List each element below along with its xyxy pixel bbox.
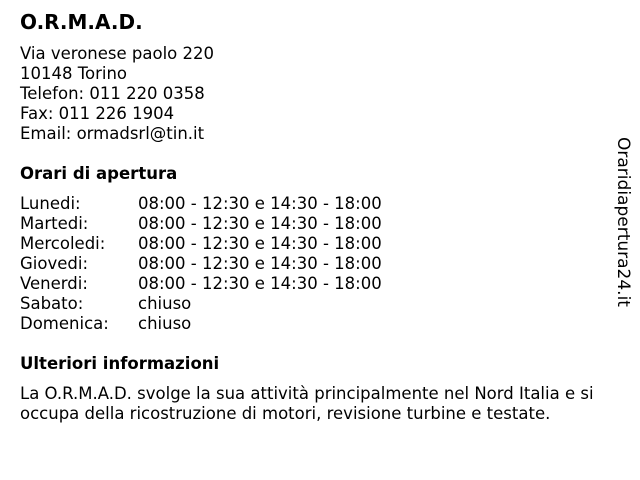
email-address: Email: ormadsrl@tin.it — [20, 124, 205, 143]
day-label: Martedi: — [20, 214, 89, 233]
time-value: 08:00 - 12:30 e 14:30 - 18:00 — [138, 254, 382, 273]
time-value: 08:00 - 12:30 e 14:30 - 18:00 — [138, 234, 382, 253]
time-value: chiuso — [138, 294, 192, 313]
time-value: 08:00 - 12:30 e 14:30 - 18:00 — [138, 274, 382, 293]
time-value: 08:00 - 12:30 e 14:30 - 18:00 — [138, 194, 382, 213]
site-watermark: Oraridiapertura24.it — [613, 137, 633, 307]
address-city: 10148 Torino — [20, 64, 128, 83]
day-label: Mercoledi: — [20, 234, 106, 253]
day-label: Sabato: — [20, 294, 84, 313]
business-name: O.R.M.A.D. — [20, 10, 143, 34]
time-value: 08:00 - 12:30 e 14:30 - 18:00 — [138, 214, 382, 233]
day-label: Giovedi: — [20, 254, 88, 273]
contact-block — [20, 44, 214, 144]
day-label: Lunedi: — [20, 194, 81, 213]
address-street: Via veronese paolo 220 — [20, 44, 214, 63]
business-description: La O.R.M.A.D. svolge la sua attività principalmente nel Nord Italia e si occupa della ricostruzione di motori, revisione turbine e testate. — [20, 384, 594, 423]
opening-hours-heading: Orari di apertura — [20, 164, 178, 183]
day-label: Venerdi: — [20, 274, 88, 293]
fax-number: Fax: 011 226 1904 — [20, 104, 175, 123]
time-value: chiuso — [138, 314, 192, 333]
day-label: Domenica: — [20, 314, 109, 333]
phone-number: Telefon: 011 220 0358 — [20, 84, 205, 103]
additional-info-heading: Ulteriori informazioni — [20, 354, 220, 373]
